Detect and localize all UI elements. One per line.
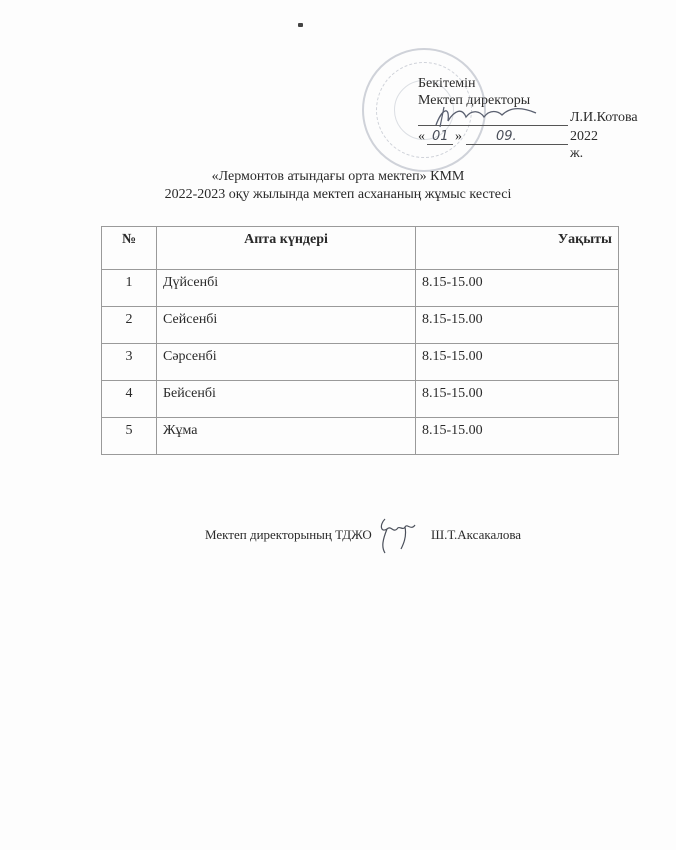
table-row — [102, 307, 619, 344]
header-number: № — [102, 227, 157, 270]
table-row — [102, 381, 619, 418]
director-signature-row — [418, 109, 638, 128]
scan-mark — [298, 23, 303, 27]
month-underline — [466, 130, 568, 145]
date-close-quote: » — [455, 129, 462, 144]
row-time: 8.15-15.00 — [416, 344, 619, 381]
row-day: Жұма — [157, 418, 416, 455]
table-row — [102, 344, 619, 381]
date-day: 01 — [432, 129, 449, 144]
approval-position: Мектеп директоры — [418, 93, 531, 108]
director-name: Л.И.Котова — [570, 110, 638, 125]
approval-block — [418, 75, 638, 161]
approval-date — [418, 128, 598, 161]
school-name: «Лермонтов атындағы орта мектеп» КММ — [211, 169, 465, 184]
canteen-schedule-table — [101, 226, 619, 455]
row-time: 8.15-15.00 — [416, 270, 619, 307]
row-day: Дүйсенбі — [157, 270, 416, 307]
table-header-row — [102, 227, 619, 270]
schedule-title: 2022-2023 оқу жылында мектеп асхананың жұмыс кестесі — [164, 187, 512, 202]
date-month: 09. — [496, 129, 517, 144]
director-signature-icon — [432, 103, 542, 129]
row-number: 5 — [102, 418, 157, 455]
deputy-role: Мектеп директорының ТДЖО — [205, 527, 372, 542]
approval-heading: Бекітемін — [418, 76, 476, 91]
row-number: 3 — [102, 344, 157, 381]
row-time: 8.15-15.00 — [416, 381, 619, 418]
deputy-signature-icon — [377, 515, 421, 555]
date-year: 2022 ж. — [570, 129, 598, 161]
table-row — [102, 418, 619, 455]
row-number: 2 — [102, 307, 157, 344]
row-day: Бейсенбі — [157, 381, 416, 418]
header-time: Уақыты — [416, 227, 619, 270]
row-time: 8.15-15.00 — [416, 418, 619, 455]
date-open-quote: « — [418, 129, 425, 144]
deputy-name: Ш.Т.Аксакалова — [431, 527, 522, 542]
row-day: Сейсенбі — [157, 307, 416, 344]
header-weekdays: Апта күндері — [157, 227, 416, 270]
table-row — [102, 270, 619, 307]
row-number: 1 — [102, 270, 157, 307]
row-day: Сәрсенбі — [157, 344, 416, 381]
row-time: 8.15-15.00 — [416, 307, 619, 344]
row-number: 4 — [102, 381, 157, 418]
